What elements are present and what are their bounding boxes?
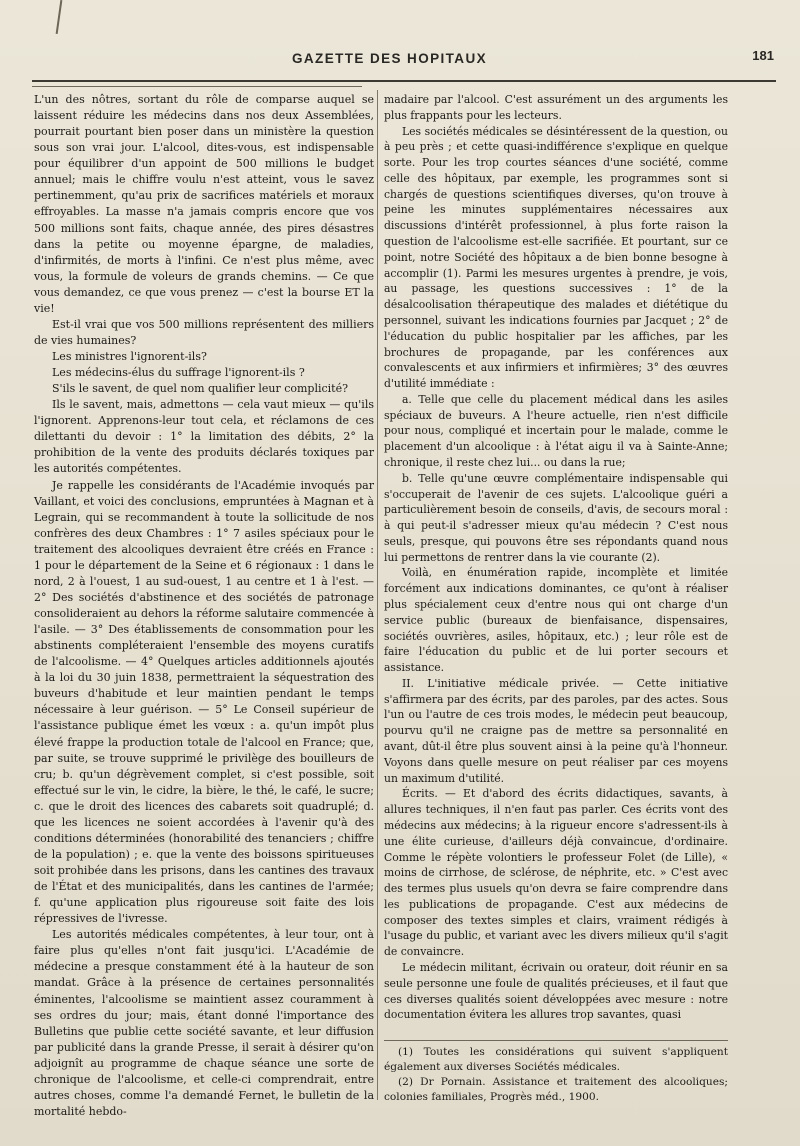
paragraph: madaire par l'alcool. C'est assurément un des arguments les plus frappants pour les lecteurs. <box>384 93 728 122</box>
paragraph: Les ministres l'ignorent-ils? <box>52 350 207 363</box>
paragraph: L'un des nôtres, sortant du rôle de comparse auquel se laissent réduire les médecins dans nos deux Assemblées, pourrait pourtant bien poser dans un ministère la question sous son vrai jour. L'alcool, dites-vous, est indispensable pour équilibrer d'un appoint de 500 millions le budget annuel; mais le chiffre voulu n'est atteint, vous le savez pertinemment, qu'au prix de sacrifices matériels et moraux effroyables. La masse n'a jamais compris encore que vos 500 millions sont faits, chaque année, des pires désastres dans la petite ou moyenne épargne, de maladies, d'infirmités, de morts à l'infini. Ce n'est plus même, avec vous, la formule de voleurs de grands chemins. — Ce que vous demandez, ce que vous prenez — c'est la bourse ET la vie! <box>34 93 374 315</box>
paragraph: Le médecin militant, écrivain ou orateur, doit réunir en sa seule personne une foule de qualités précieuses, et il faut que ces diverses qualités soient développées avec mesure : notre documentation évitera les allures trop savantes, quasi <box>384 960 728 1022</box>
paragraph: Je rappelle les considérants de l'Académie invoqués par Vaillant, et voici des conclusions, empruntées à Magnan et à Legrain, qui se recommandent à toute la sollicitude de nos confrères des deux Chambres : 1° 7 asiles spéciaux pour le traitement des alcooliques devraient être créés en France : 1 pour le département de la Seine et 6 régionaux : 1 dans le nord, 2 à l'ouest, 1 au sud-ouest, 1 au centre et 1 à l'est. — 2° Des sociétés d'abstinence et des sociétés de patronage consolideraient au dehors la réforme salutaire commencée à l'asile. — 3° Des établissements de consommation pour les abstinents compléteraient l'ensemble des moyens curatifs de l'alcoolisme. — 4° Quelques articles additionnels ajoutés à la loi du 30 juin 1838, permettraient la séquestration des buveurs d'habitude et leur maintien pendant le temps nécessaire à leur guérison. — 5° Le Conseil supérieur de l'assistance publique émet les vœux : a. qu'un impôt plus élevé frappe la production totale de l'alcool en France; que, par suite, se trouve supprimé le privilège des bouilleurs de cru; b. qu'un dégrèvement complet, si c'est possible, soit effectué sur le vin, le cidre, la bière, le thé, le café, le sucre; c. que le droit des licences des cabarets soit quadruplé; d. que les licences ne soient accordées à l'avenir qu'à des conditions déterminées (honorabilité des tenanciers ; chiffre de la population) ; e. que la vente des boissons spiritueuses soit prohibée dans les prisons, dans les cantines des travaux de l'État et des municipalités, dans les cantines de l'armée; f. qu'une application plus rigoureuse soit faite des lois répressives de l'ivresse. <box>34 478 374 926</box>
footnotes <box>384 1040 728 1105</box>
page-fold-mark <box>56 0 63 34</box>
paragraph: Est-il vrai que vos 500 millions représentent des milliers de vies humaines? <box>34 317 374 347</box>
paragraph: Ils le savent, mais, admettons — cela vaut mieux — qu'ils l'ignorent. Apprenons-leur tout cela, et réclamons de ces dilettanti du devoir : 1° la limitation des débits, 2° la prohibition de la vente des produits déclarés toxiques par les autorités compétentes. <box>34 398 374 476</box>
paragraph: S'ils le savent, de quel nom qualifier leur complicité? <box>52 382 349 396</box>
paragraph: Les autorités médicales compétentes, à leur tour, ont à faire plus qu'elles n'ont fait jusqu'ici. L'Académie de médecine a presque constamment été à la hauteur de son mandat. Grâce à la présence de certaines personnalités éminentes, l'alcoolisme se maintient assez couramment à ses ordres du jour; mais, étant donné l'importance des Bulletins que publie cette société savante, et leur diffusion par publicité dans la grande Presse, il serait à désirer qu'on adjoignît au programme de chaque séance une sorte de chronique de l'alcoolisme, et celle-ci comprendrait, entre autres choses, comme l'a demandé Fernet, le bulletin de la mortalité hebdo- <box>34 928 374 1118</box>
paragraph: Les sociétés médicales se désintéressent de la question, ou à peu près ; et cette quasi-indifférence s'explique en quelque sorte. Pour les trop courtes séances d'une société, comme celle des hôpitaux, par exemple, les programmes sont si chargés de questions scientifiques diverses, qu'on trouve à peine les minutes supplémentaires nécessaires aux discussions d'intérêt professionnel, à plus forte raison la question de l'alcoolisme est-elle sacrifiée. Et pourtant, sur ce point, notre Société des hôpitaux a de bien bonne besogne à accomplir (1). Parmi les mesures urgentes à prendre, je vois, au passage, les questions successives : 1° de la désalcoolisation thérapeutique des malades et diététique du personnel, suivant les indications fournies par Jacquet ; 2° de l'éducation du public hospitalier par les affiches, par les brochures de propagande, par les conférences aux convalescents et aux infirmiers et infirmières; 3° des œuvres d'utilité immédiate : <box>384 124 728 391</box>
running-header <box>32 48 782 72</box>
header-subrule <box>32 86 362 87</box>
paragraph: Écrits. — Et d'abord des écrits didactiques, savants, à allures techniques, il n'en faut pas parler. Ces écrits vont des médecins aux médecins; à la rigueur encore s'adressent-ils à une élite curieuse, d'ailleurs déjà convaincue, d'ordinaire. Comme le répète volontiers le professeur Folet (de Lille), « moins de cirrhose, de sclérose, de néphrite, etc. » C'est avec des termes plus usuels qu'on devra se faire comprendre dans les publications de propagande. C'est aux médecins de composer des textes simples et clairs, vraiment rédigés à l'usage du public, et variant avec les divers milieux qu'il s'agit de convaincre. <box>384 787 728 959</box>
page-number: 181 <box>752 48 774 63</box>
paragraph: Voilà, en énumération rapide, incomplète et limitée forcément aux indications dominantes, ce qu'ont à réaliser plus spécialement ceux d'entre nous qui ont charge d'un service public (bureaux de bienfaisance, dispensaires, sociétés ouvrières, asiles, hôpitaux, etc.) ; leur rôle est de faire l'éducation du public et de lui porter secours et assistance. <box>384 566 728 675</box>
paragraph: II. L'initiative médicale privée. — Cette initiative s'affirmera par des écrits, par des paroles, par des actes. Sous l'un ou l'autre de ces trois modes, le médecin peut beaucoup, pourvu qu'il ne craigne pas de mettre sa personnalité en avant, dût-il être plus souvent ainsi à la peine qu'à l'honneur. Voyons dans quelle mesure on peut réaliser par ces moyens un maximum d'utilité. <box>384 676 728 785</box>
right-column <box>384 92 728 1023</box>
left-column <box>34 92 374 1120</box>
footnote-rule <box>384 1040 728 1041</box>
header-rule <box>32 80 776 82</box>
footnote: (1) Toutes les considérations qui suivent s'appliquent également aux diverses Sociétés médicales. <box>384 1046 728 1073</box>
footnote: (2) Dr Pornain. Assistance et traitement des alcooliques; colonies familiales, Progrès méd., 1900. <box>384 1076 728 1103</box>
journal-title: GAZETTE DES HOPITAUX <box>292 51 488 66</box>
column-divider <box>377 90 378 1100</box>
paragraph: b. Telle qu'une œuvre complémentaire indispensable qui s'occuperait de l'avenir de ces sujets. L'alcoolique guéri a particulièrement besoin de conseils, d'avis, de secours moral : à qui peut-il s'adresser mieux qu'au médecin ? C'est nous seuls, presque, qui pouvons être ses répondants quand nous lui permettons de rentrer dans la vie courante (2). <box>384 471 728 564</box>
paragraph: Les médecins-élus du suffrage l'ignorent-ils ? <box>52 366 305 380</box>
paragraph: a. Telle que celle du placement médical dans les asiles spéciaux de buveurs. A l'heure actuelle, rien n'est difficile pour nous, compliqué et incertain pour le malade, comme le placement d'un alcoolique : à l'état aigu il va à Sainte-Anne; chronique, il reste chez lui... ou dans la rue; <box>384 392 728 469</box>
